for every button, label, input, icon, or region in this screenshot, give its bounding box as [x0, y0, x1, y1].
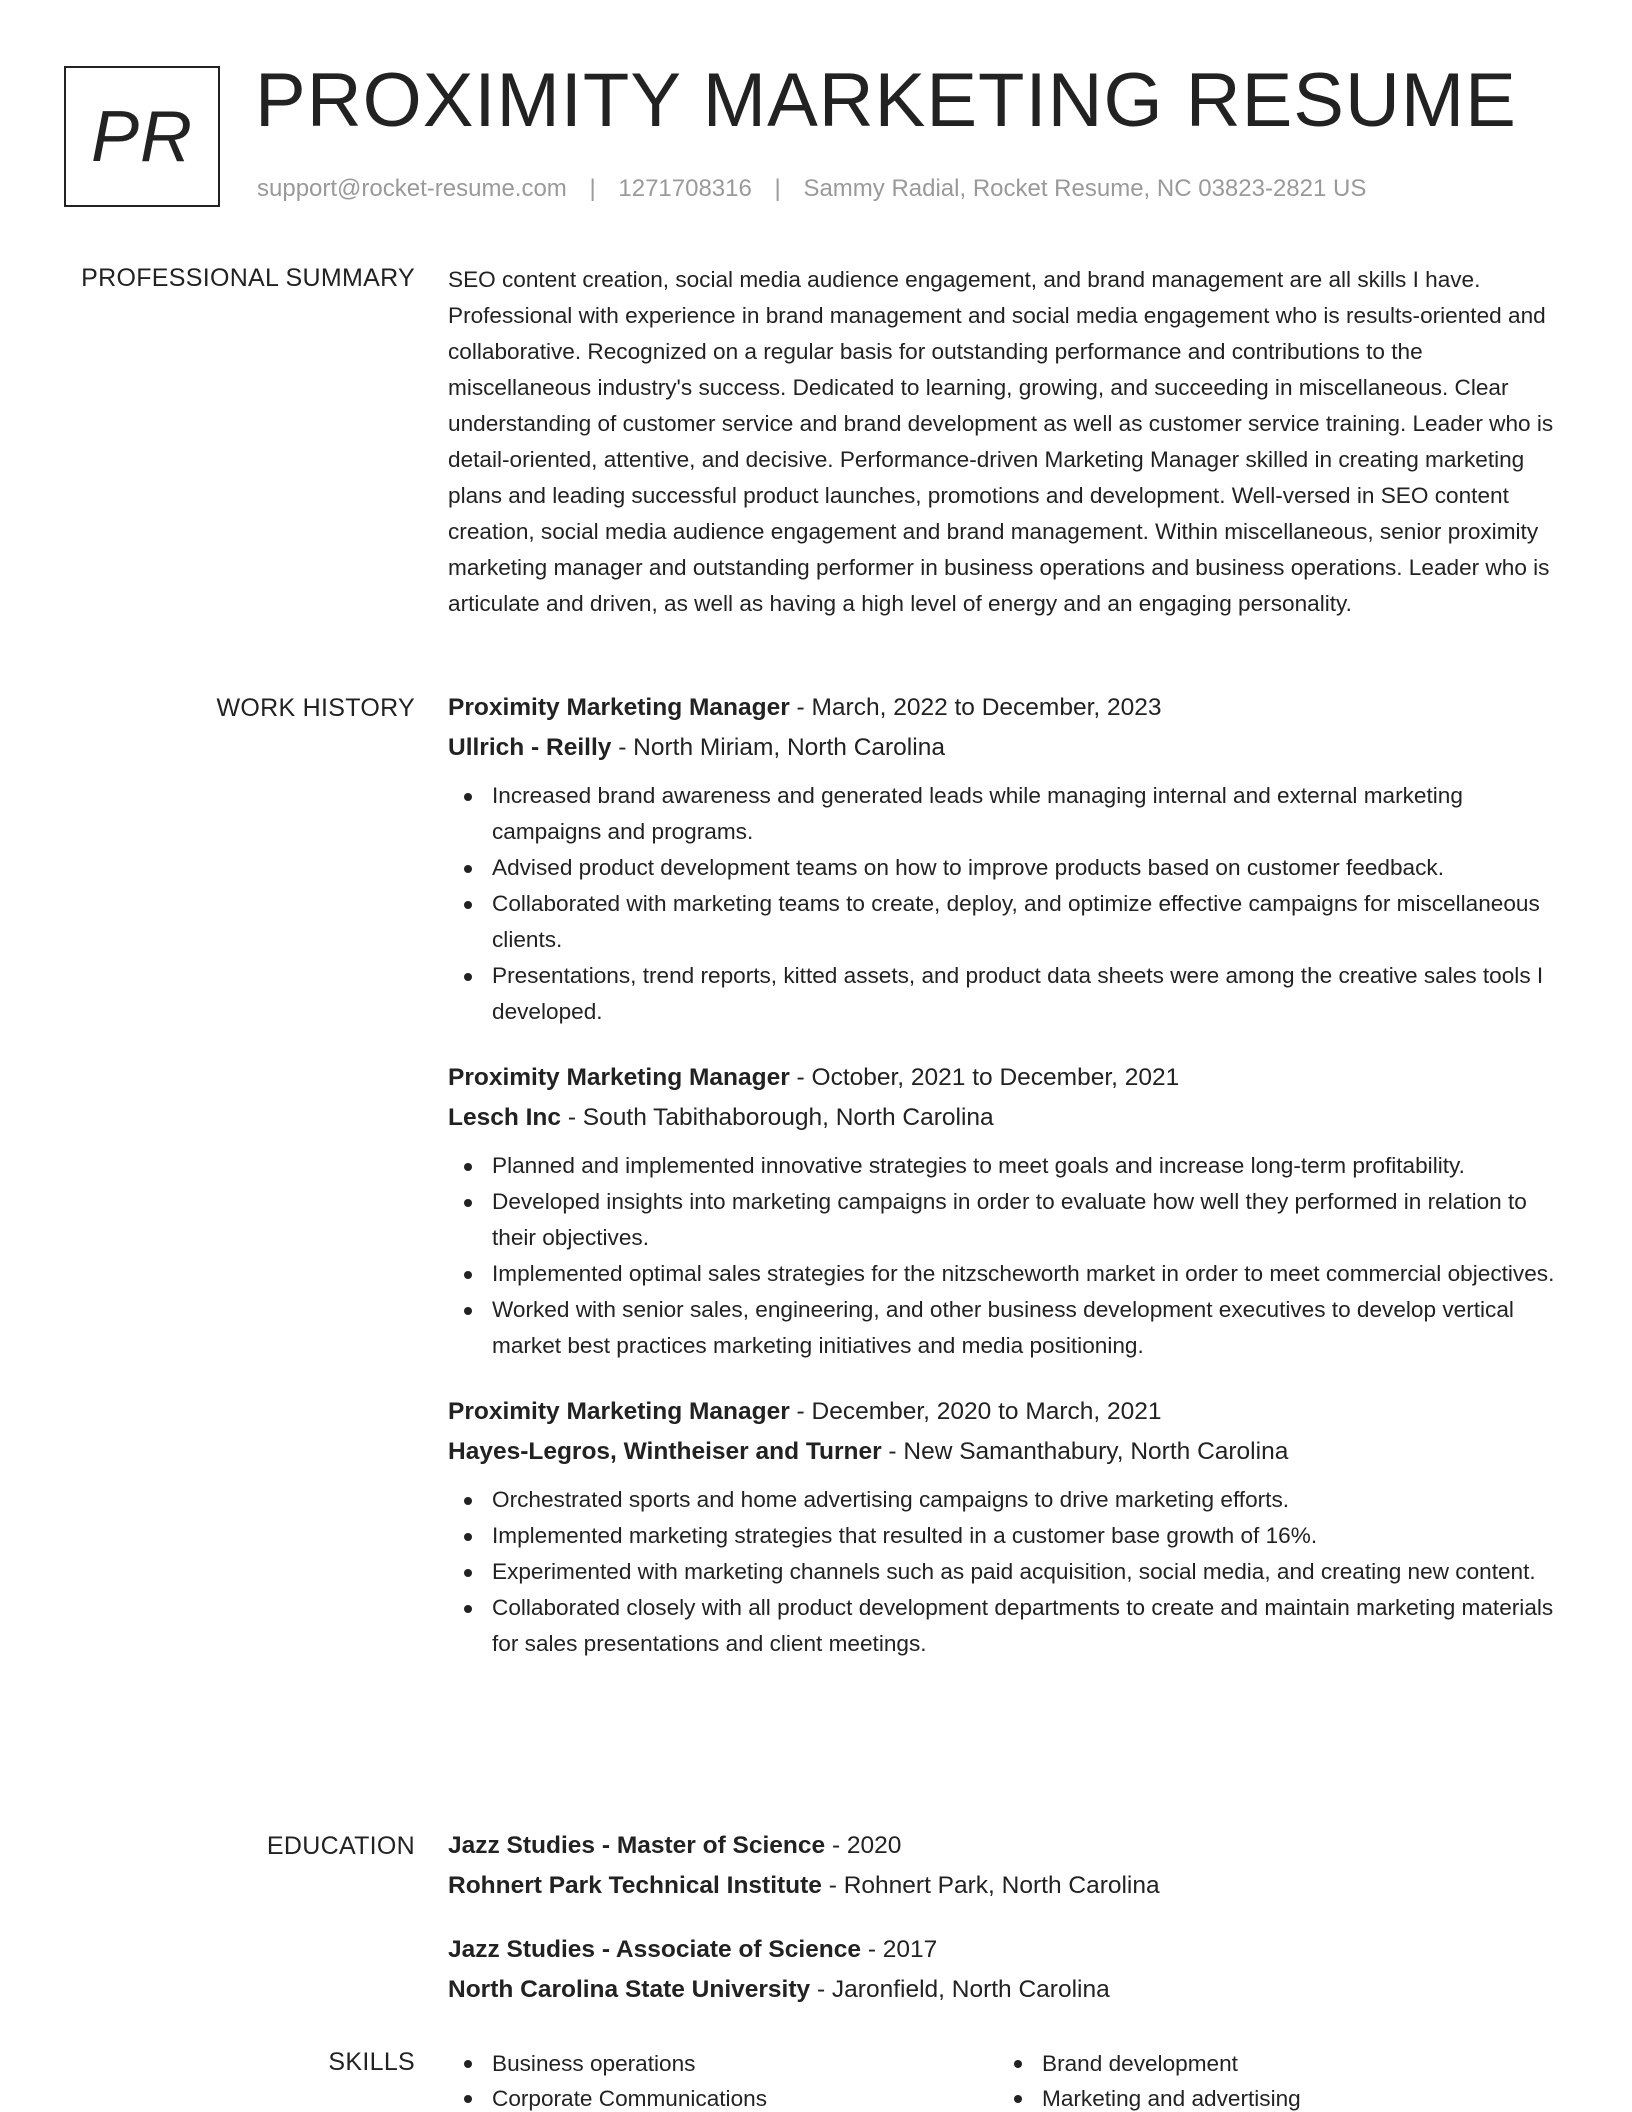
school-line: [448, 1970, 1563, 2010]
section-label-education: EDUCATION: [266, 1832, 415, 1860]
school: Rohnert Park Technical Institute: [448, 1872, 822, 1899]
contact-address: Sammy Radial, Rocket Resume, NC 03823-2821 US: [803, 175, 1367, 202]
contact-separator: |: [589, 175, 596, 202]
job-bullet: Planned and implemented innovative strategies to meet goals and increase long-term profitability.: [448, 1148, 1563, 1184]
contact-phone[interactable]: 1271708316: [618, 175, 752, 202]
job-title-line: [448, 1058, 1563, 1098]
job-bullet: Presentations, trend reports, kitted assets, and product data sheets were among the creative sales tools I developed.: [448, 958, 1563, 1030]
monogram-initials: PR: [90, 96, 194, 177]
job-company-line: [448, 1432, 1563, 1472]
job-entry: [448, 688, 1563, 1030]
resume-title: PROXIMITY MARKETING RESUME: [255, 58, 1517, 143]
education-entry: [448, 1826, 1563, 1906]
skill-item: Business operations: [448, 2046, 998, 2081]
job-location: - New Samanthabury, North Carolina: [881, 1438, 1289, 1465]
job-bullet: Worked with senior sales, engineering, and other business development executives to develop vertical market best practices marketing initiatives and media positioning.: [448, 1292, 1563, 1364]
section-label-work-history: WORK HISTORY: [216, 694, 415, 722]
job-bullet: Advised product development teams on how to improve products based on customer feedback.: [448, 850, 1563, 886]
skills-body: [448, 2046, 1563, 2112]
job-company-line: [448, 728, 1563, 768]
skills-column-right: [998, 2046, 1548, 2112]
education-body: [448, 1826, 1563, 2034]
job-dates: - March, 2022 to December, 2023: [789, 694, 1162, 721]
job-entry: [448, 1392, 1563, 1662]
section-label-skills: SKILLS: [328, 2048, 415, 2076]
section-label-summary: PROFESSIONAL SUMMARY: [81, 264, 415, 292]
job-bullet: Implemented marketing strategies that resulted in a customer base growth of 16%.: [448, 1518, 1563, 1554]
skills-column-left: [448, 2046, 998, 2112]
skill-item: Brand development: [998, 2046, 1548, 2081]
contact-line: [257, 174, 1366, 204]
degree-line: [448, 1826, 1563, 1866]
job-bullets: [448, 1148, 1563, 1364]
job-company: Lesch Inc: [448, 1104, 562, 1131]
summary-body: [448, 262, 1563, 622]
monogram-box: [64, 66, 220, 207]
job-company-line: [448, 1098, 1563, 1138]
job-title: Proximity Marketing Manager: [448, 1064, 790, 1091]
job-title: Proximity Marketing Manager: [448, 694, 790, 721]
job-location: - North Miriam, North Carolina: [611, 734, 945, 761]
job-company: Hayes-Legros, Wintheiser and Turner: [448, 1438, 882, 1465]
job-bullet: Experimented with marketing channels such as paid acquisition, social media, and creating new content.: [448, 1554, 1563, 1590]
degree-year: - 2020: [825, 1832, 902, 1859]
skill-item: Corporate Communications: [448, 2081, 998, 2112]
job-bullets: [448, 1482, 1563, 1662]
degree-line: [448, 1930, 1563, 1970]
school-location: - Rohnert Park, North Carolina: [821, 1872, 1160, 1899]
job-company: Ullrich - Reilly: [448, 734, 612, 761]
job-title-line: [448, 1392, 1563, 1432]
job-bullet: Implemented optimal sales strategies for the nitzscheworth market in order to meet commercial objectives.: [448, 1256, 1563, 1292]
school-line: [448, 1866, 1563, 1906]
contact-separator: |: [774, 175, 781, 202]
job-title-line: [448, 688, 1563, 728]
job-bullet: Increased brand awareness and generated leads while managing internal and external marketing campaigns and programs.: [448, 778, 1563, 850]
contact-email[interactable]: support@rocket-resume.com: [257, 175, 567, 202]
job-dates: - October, 2021 to December, 2021: [789, 1064, 1180, 1091]
degree: Jazz Studies - Master of Science: [448, 1832, 826, 1859]
school: North Carolina State University: [448, 1976, 811, 2003]
job-title: Proximity Marketing Manager: [448, 1398, 790, 1425]
skill-item: Marketing and advertising: [998, 2081, 1548, 2112]
job-bullet: Collaborated closely with all product development departments to create and maintain marketing materials for sales presentations and client meetings.: [448, 1590, 1563, 1662]
job-bullet: Orchestrated sports and home advertising campaigns to drive marketing efforts.: [448, 1482, 1563, 1518]
job-bullet: Collaborated with marketing teams to create, deploy, and optimize effective campaigns for miscellaneous clients.: [448, 886, 1563, 958]
school-location: - Jaronfield, North Carolina: [810, 1976, 1110, 2003]
degree: Jazz Studies - Associate of Science: [448, 1936, 862, 1963]
work-history-body: [448, 688, 1563, 1690]
summary-text: SEO content creation, social media audience engagement, and brand management are all skills I have. Professional with experience in brand management and social media engagement who is results-oriented and collaborative. Recognized on a regular basis for outstanding performance and contributions to the miscellaneous industry's success. Dedicated to learning, growing, and succeeding in miscellaneous. Clear understanding of customer service and brand development as well as customer service training. Leader who is detail-oriented, attentive, and decisive. Performance-driven Marketing Manager skilled in creating marketing plans and leading successful product launches, promotions and development. Well-versed in SEO content creation, social media audience engagement and brand management. Within miscellaneous, senior proximity marketing manager and outstanding performer in business operations and business operations. Leader who is articulate and driven, as well as having a high level of energy and an engaging personality.: [448, 267, 1554, 616]
job-bullet: Developed insights into marketing campaigns in order to evaluate how well they performed in relation to their objectives.: [448, 1184, 1563, 1256]
job-bullets: [448, 778, 1563, 1030]
job-location: - South Tabithaborough, North Carolina: [561, 1104, 994, 1131]
skills-grid: [448, 2046, 1563, 2112]
education-entry: [448, 1930, 1563, 2010]
job-entry: [448, 1058, 1563, 1364]
degree-year: - 2017: [861, 1936, 938, 1963]
job-dates: - December, 2020 to March, 2021: [789, 1398, 1162, 1425]
